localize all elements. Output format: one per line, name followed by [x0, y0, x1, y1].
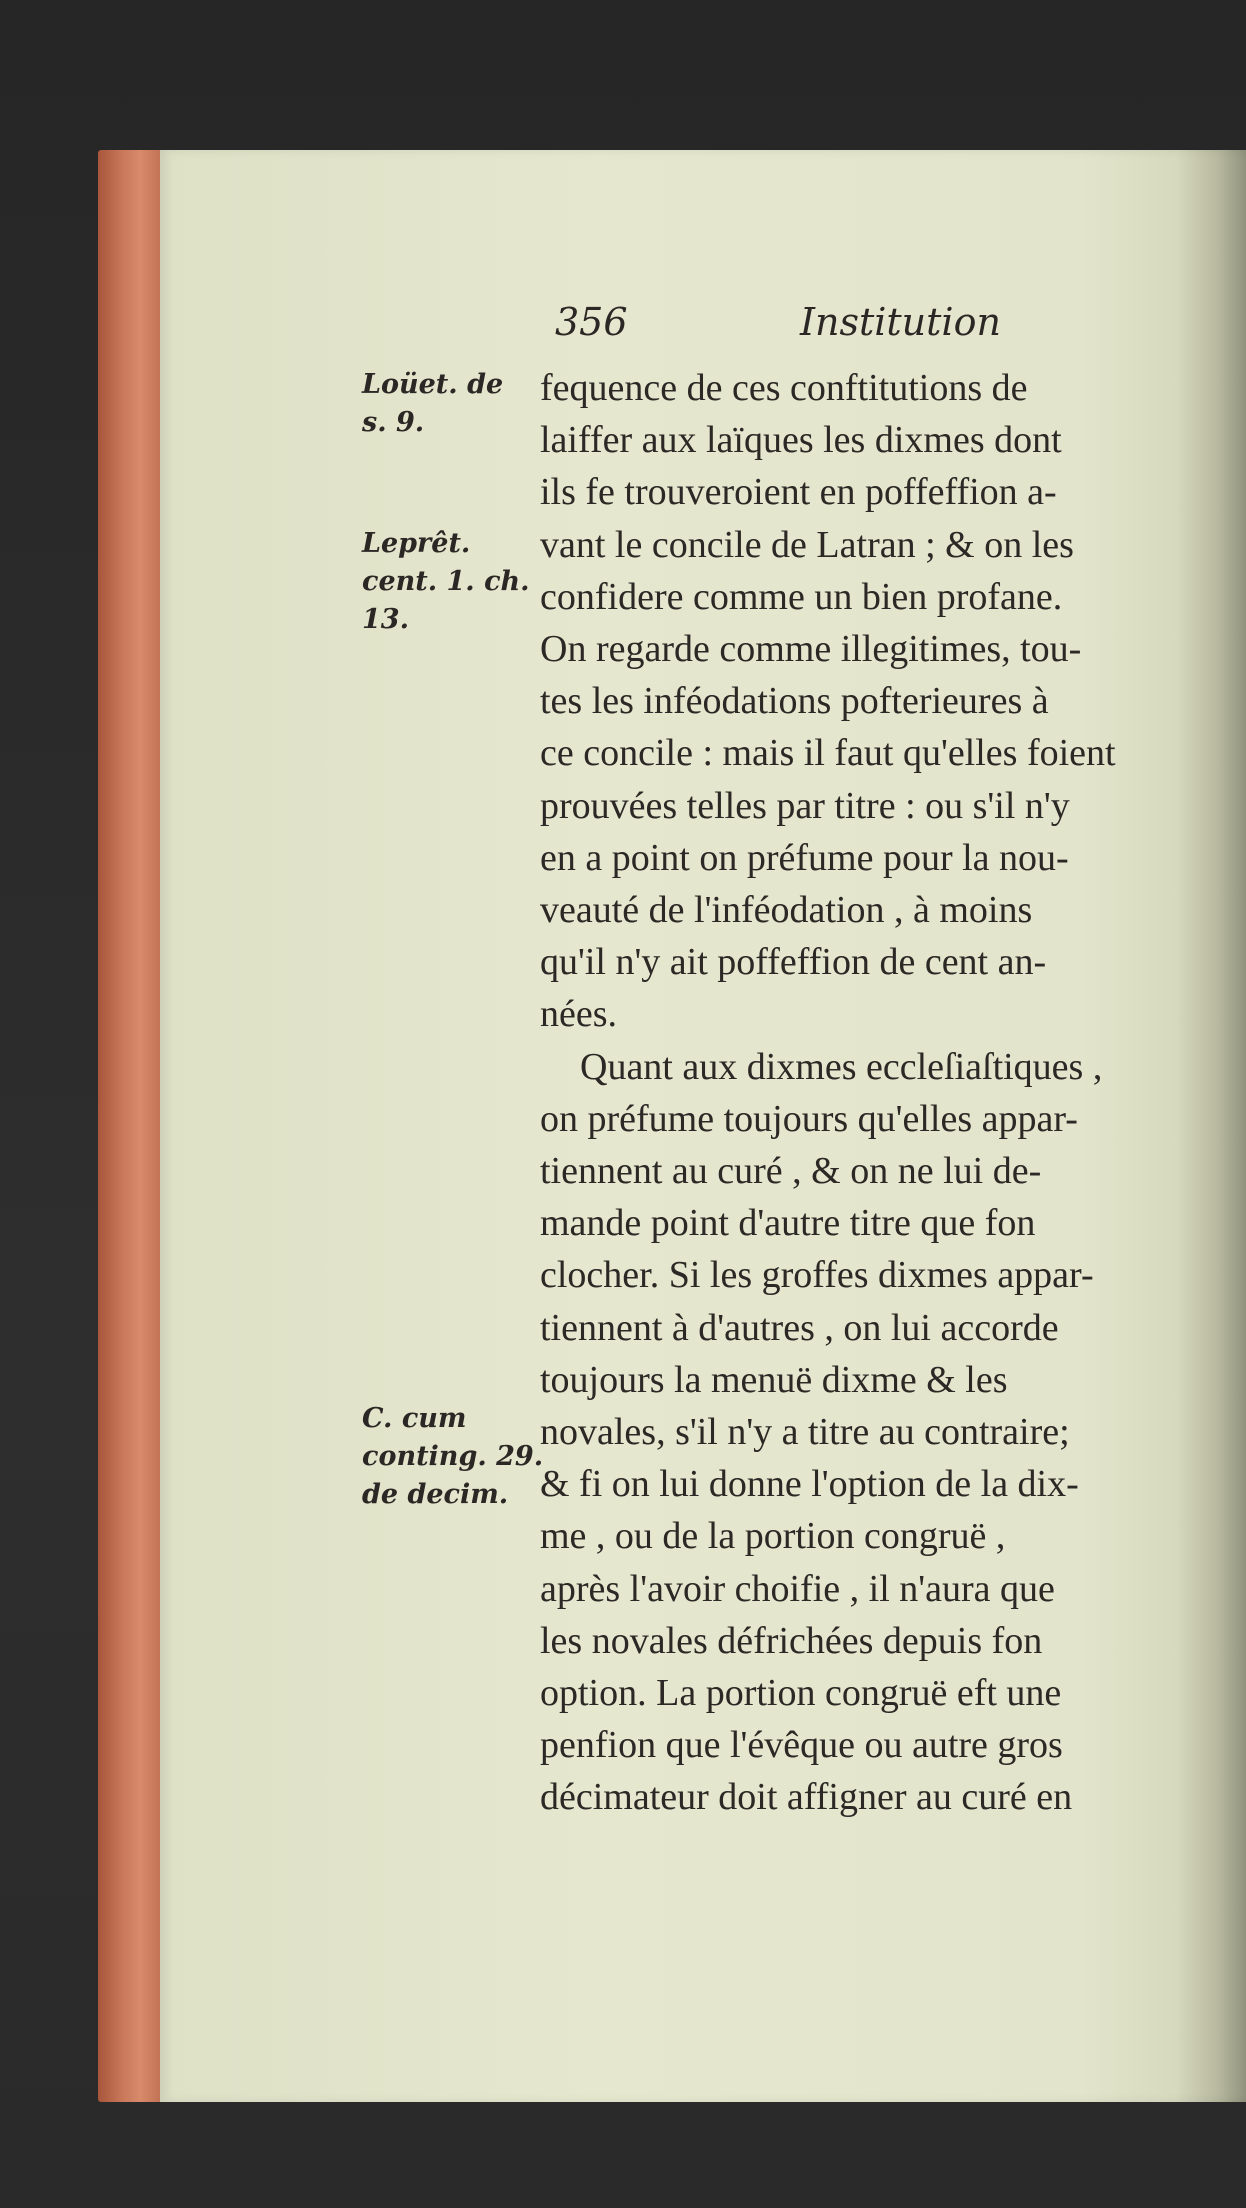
text-line: tiennent au curé , & on ne lui de- — [540, 1150, 1042, 1193]
margin-note-line: 13. — [362, 604, 409, 635]
text-line: qu'il n'y ait poffeffion de cent an- — [540, 941, 1047, 984]
margin-note-line: Leprêt. — [362, 528, 471, 559]
text-line: ce concile : mais il faut qu'elles foient — [540, 732, 1116, 775]
text-line: clocher. Si les groffes dixmes appar- — [540, 1254, 1094, 1297]
text-line: après l'avoir choifie , il n'aura que — [540, 1567, 1055, 1610]
text-line: On regarde comme illegitimes, tou- — [540, 628, 1082, 671]
margin-note-line: cent. 1. ch. — [362, 566, 530, 597]
margin-note-line: de decim. — [362, 1479, 509, 1510]
text-line: on préfume toujours qu'elles appar- — [540, 1097, 1078, 1140]
text-line: tiennent à d'autres , on lui accorde — [540, 1306, 1059, 1349]
text-line: ils fe trouveroient en poffeffion a- — [540, 471, 1057, 514]
running-head: Institution — [800, 300, 1001, 344]
text-line: penfion que l'évêque ou autre gros — [540, 1724, 1063, 1767]
text-line: confidere comme un bien profane. — [540, 575, 1063, 618]
book-page-edges — [98, 150, 168, 2102]
page-number: 356 — [555, 300, 628, 344]
text-line: les novales défrichées depuis fon — [540, 1619, 1043, 1662]
text-line: option. La portion congruë eft une — [540, 1672, 1062, 1715]
text-line: Quant aux dixmes eccleſiaſtiques , — [580, 1045, 1103, 1088]
text-line: décimateur doit affigner au curé en — [540, 1776, 1073, 1819]
text-line: en a point on préfume pour la nou- — [540, 836, 1069, 879]
text-line: prouvées telles par titre : ou s'il n'y — [540, 784, 1070, 827]
text-line: mande point d'autre titre que fon — [540, 1202, 1036, 1245]
text-line: laiffer aux laïques les dixmes dont — [540, 419, 1062, 462]
margin-note-3 — [362, 1400, 543, 1514]
margin-note-line: Loüet. de — [362, 369, 504, 400]
text-line: novales, s'il n'y a titre au contraire; — [540, 1411, 1070, 1454]
text-line: vant le concile de Latran ; & on les — [540, 523, 1074, 566]
text-line: veauté de l'inféodation , à moins — [540, 889, 1033, 932]
text-line: toujours la menuë dixme & les — [540, 1358, 1008, 1401]
margin-note-2 — [362, 525, 530, 639]
body-text — [540, 362, 1240, 1824]
margin-note-line: s. 9. — [362, 407, 425, 438]
text-line: nées. — [540, 993, 618, 1036]
margin-note-1 — [362, 366, 503, 442]
text-line: me , ou de la portion congruë , — [540, 1515, 1006, 1558]
text-line: tes les inféodations pofterieures à — [540, 680, 1049, 723]
margin-note-line: C. cum — [362, 1403, 467, 1434]
margin-note-line: conting. 29. — [362, 1441, 544, 1472]
text-line: fequence de ces conftitutions de — [540, 367, 1028, 409]
text-line: & fi on lui donne l'option de la dix- — [540, 1463, 1079, 1506]
